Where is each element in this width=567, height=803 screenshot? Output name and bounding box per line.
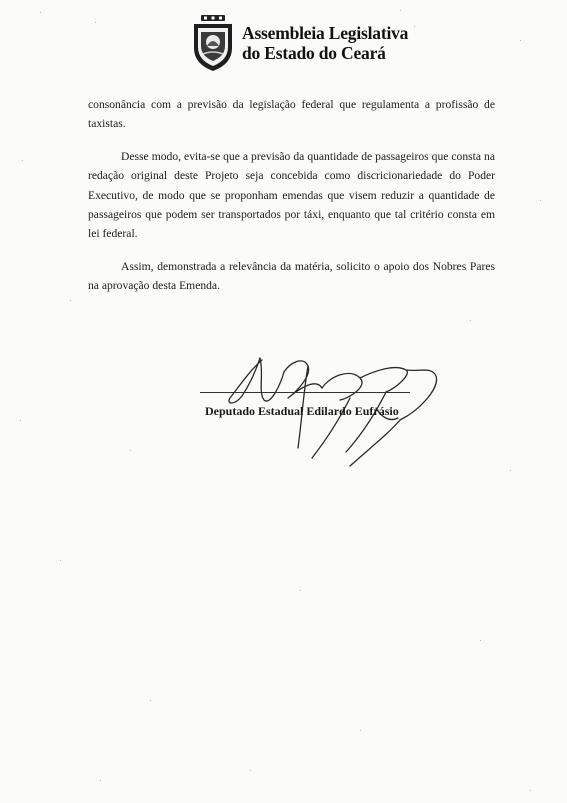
organization-line-2: do Estado do Ceará <box>242 43 386 63</box>
organization-line-1: Assembleia Legislativa <box>242 23 409 43</box>
organization-name <box>242 23 408 63</box>
state-seal-icon <box>190 14 236 72</box>
paragraph-justification: Desse modo, evita-se que a previsão da quantidade de passageiros que consta na redação original deste Projeto seja concebida como discricionariedade do Poder Executivo, de modo que se proponham emendas que visem reduzir a quantidade de passageiros que podem ser transportados por táxi, enquanto que tal critério consta em lei federal. <box>88 150 495 241</box>
letterhead <box>190 14 408 72</box>
paragraph-closing: Assim, demonstrada a relevância da matéria, solicito o apoio dos Nobres Pares na aprovação desta Emenda. <box>88 260 495 293</box>
document-body <box>88 95 495 309</box>
paragraph-continuation: consonância com a previsão da legislação federal que regulamenta a profissão de taxistas. <box>88 98 495 131</box>
signer-name: Deputado Estadual Edilardo Eufrásio <box>205 404 399 418</box>
signature-line <box>200 392 410 393</box>
